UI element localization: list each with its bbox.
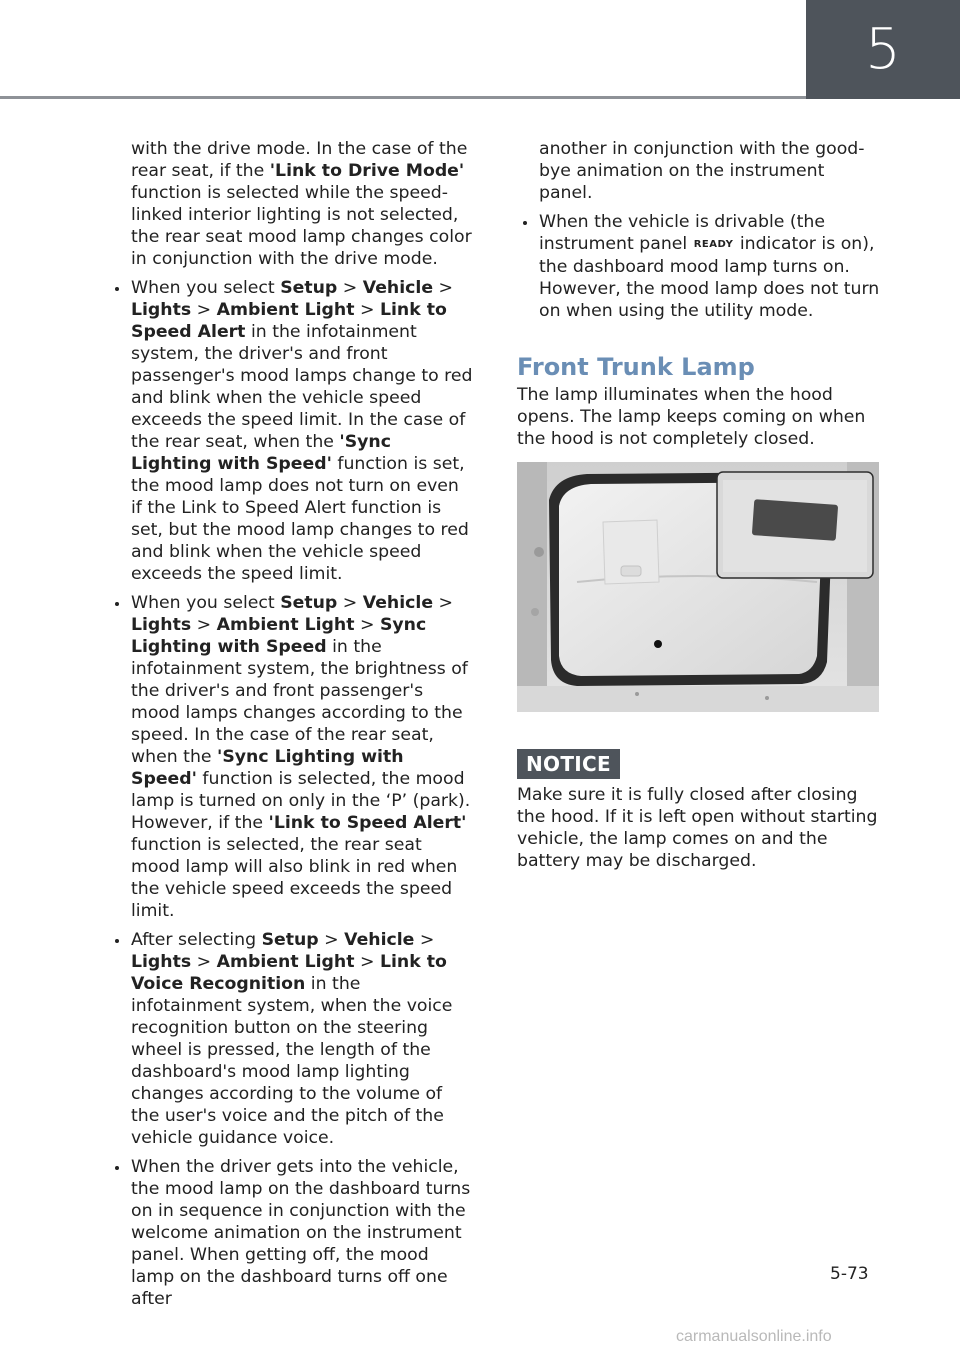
bold-term: Ambient Light	[216, 615, 355, 635]
bullet-text-after: indicator is on), the dashboard mood lamp turns on. However, the mood lamp does not turn on when using the utility mode.	[539, 234, 880, 321]
left-column	[109, 138, 475, 1310]
bullet-link-to-voice-recognition: After selecting Setup > Vehicle > Lights > Ambient Light > Link to Voice Recognition in the infotainment system, when the voice recognition button on the steering wheel is pressed, the length of the dashboard's mood lamp lighting changes according to the volume of the user's voice and the pitch of the vehicle guidance voice.	[109, 929, 475, 1149]
bold-term: Setup	[280, 278, 338, 298]
bold-term: Vehicle	[344, 930, 415, 950]
bold-term: Ambient Light	[216, 300, 355, 320]
bold-term: Lights	[131, 952, 192, 972]
bold-term: Link to Speed Alert	[131, 300, 447, 342]
chapter-number: 5	[865, 17, 901, 82]
notice-badge: NOTICE	[517, 749, 620, 779]
bold-term: Vehicle	[362, 593, 434, 613]
left-bullet-list	[109, 277, 475, 1310]
header-rule	[0, 96, 806, 99]
ready-indicator-icon: READY	[693, 239, 734, 250]
right-bullet-list	[517, 211, 881, 322]
bullet-text-before: When the vehicle is drivable (the instrument panel	[539, 212, 826, 254]
bold-term: Vehicle	[362, 278, 434, 298]
section-title: Front Trunk Lamp	[517, 353, 755, 381]
bold-term: Sync Lighting with Speed	[131, 615, 427, 657]
notice-text: Make sure it is fully closed after closing the hood. If it is left open without starting vehicle, the lamp comes on and the battery may be discharged.	[517, 785, 878, 871]
bold-term: 'Sync Lighting with Speed'	[131, 747, 404, 789]
section-body: The lamp illuminates when the hood opens. The lamp keeps coming on when the hood is not completely closed.	[517, 385, 866, 449]
front-trunk-figure	[517, 462, 879, 712]
bold-term: 'Link to Drive Mode'	[269, 161, 465, 181]
chapter-tab	[806, 0, 960, 99]
bold-term: Lights	[131, 300, 192, 320]
watermark: carmanualsonline.info	[676, 1328, 832, 1345]
bullet-sync-lighting-with-speed: When you select Setup > Vehicle > Lights > Ambient Light > Sync Lighting with Speed in the infotainment system, the brightness of the driver's and front passenger's mood lamps changes according to the speed. In the case of the rear seat, when the 'Sync Lighting with Speed' function is selected, the mood lamp is turned on only in the ‘P’ (park). However, if the 'Link to Speed Alert' function is selected, the rear seat mood lamp will also blink in red when the vehicle speed exceeds the speed limit.	[109, 592, 475, 922]
bold-term: 'Sync Lighting with Speed'	[131, 432, 391, 474]
bullet-drivable-mood-lamp	[517, 211, 881, 322]
page-number: 5-73	[830, 1264, 869, 1284]
continued-paragraph: with the drive mode. In the case of the rear seat, if the 'Link to Drive Mode' function is selected while the speed-linked interior lighting is not selected, the rear seat mood lamp changes color in conjunction with the drive mode.	[131, 139, 472, 269]
bullet-link-to-speed-alert: When you select Setup > Vehicle > Lights > Ambient Light > Link to Speed Alert in the infotainment system, the driver's and front passenger's mood lamps change to red and blink when the vehicle speed exceeds the speed limit. In the case of the rear seat, when the 'Sync Lighting with Speed' function is set, the mood lamp does not turn on even if the Link to Speed Alert function is set, but the mood lamp changes to red and blink when the vehicle speed exceeds the speed limit.	[109, 277, 475, 585]
bold-term: 'Link to Speed Alert'	[268, 813, 467, 833]
bold-term: Lights	[131, 615, 192, 635]
bold-term: Link to Voice Recognition	[131, 952, 447, 994]
bold-term: Ambient Light	[216, 952, 355, 972]
bullet-welcome-animation: When the driver gets into the vehicle, the mood lamp on the dashboard turns on in sequence in conjunction with the welcome animation on the instrument panel. When getting off, the mood lamp on the dashboard turns off one after	[109, 1156, 475, 1310]
bold-term: Setup	[261, 930, 319, 950]
right-column	[517, 138, 881, 872]
bold-term: Setup	[280, 593, 338, 613]
continued-text: another in conjunction with the good-bye animation on the instrument panel.	[539, 139, 865, 203]
